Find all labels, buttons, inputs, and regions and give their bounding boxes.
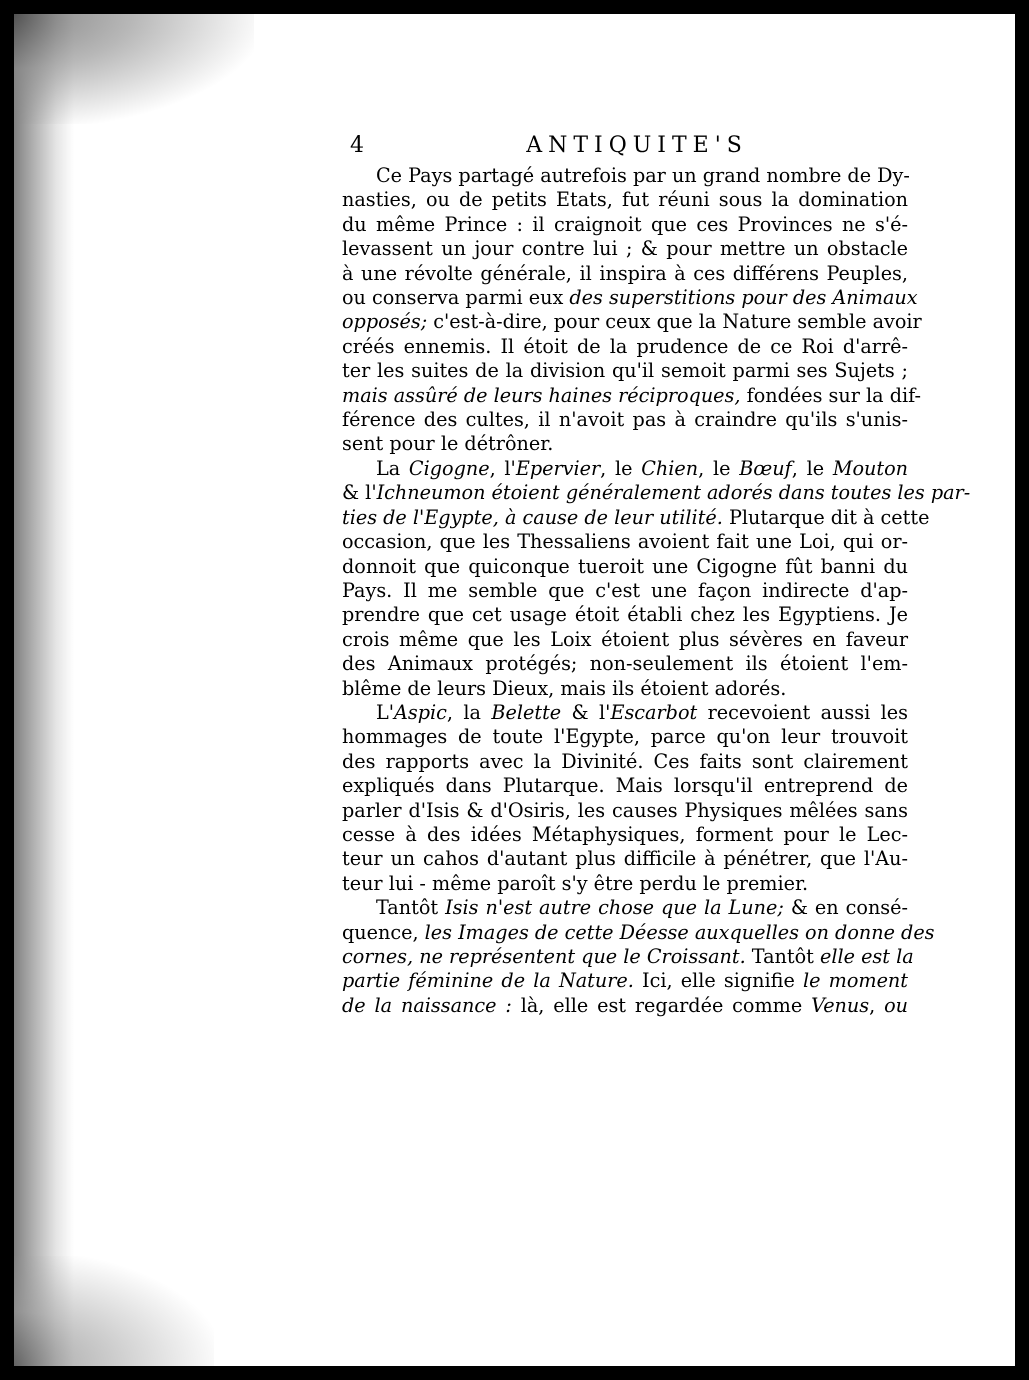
text-run: , l' <box>489 456 516 480</box>
text-run: crois même que les Loix étoient plus sévères en faveur <box>342 627 908 651</box>
italic-run: Chien <box>641 456 699 480</box>
text-line <box>342 677 908 701</box>
text-line <box>342 945 914 969</box>
text-run: ter les suites de la division qu'il semoit parmi ses Sujets ; <box>342 359 908 383</box>
text-line <box>342 505 930 530</box>
text-line <box>342 237 908 261</box>
text-run: Ici, elle signifie <box>633 969 803 993</box>
text-run: & en consé- <box>783 896 908 920</box>
text-run: donnoit que quiconque tueroit une Cigogne fût banni du <box>342 554 908 578</box>
page-header <box>342 132 908 162</box>
page-corner-stain-bottom <box>14 1256 214 1366</box>
text-run: Pays. Il me semble que c'est une façon indirecte d'ap- <box>342 578 908 602</box>
text-line <box>342 603 908 627</box>
text-run: du même Prince : il craignoit que ces Provinces ne s'é- <box>342 212 908 236</box>
italic-run: opposés; <box>342 310 428 334</box>
text-run: levassent un jour contre lui ; & pour mettre un obstacle <box>342 237 908 261</box>
text-run: Ce Pays partagé autrefois par un grand nombre de Dy- <box>376 164 910 187</box>
text-line <box>342 188 908 212</box>
italic-run: ties de l'Egypte, à cause de leur utilité. <box>342 505 723 529</box>
text-run: occasion, que les Thessaliens avoient fait une Loi, qui or- <box>342 530 908 554</box>
text-line <box>342 335 908 359</box>
paragraph <box>342 701 908 896</box>
text-run: Plutarque dit à cette <box>722 505 930 529</box>
text-run: à une révolte générale, il inspira à ces différens Peuples, <box>342 261 908 285</box>
text-line <box>342 725 908 749</box>
italic-run: Bœuf <box>739 456 792 480</box>
page-gutter-shadow <box>14 14 74 1366</box>
body-text <box>342 164 971 1018</box>
italic-run: partie féminine de la Nature. <box>342 969 634 993</box>
text-line <box>342 652 908 676</box>
italic-run: cornes, ne représentent que le Croissant. <box>342 945 746 968</box>
italic-run: Mouton <box>832 456 909 480</box>
text-line <box>342 994 908 1018</box>
text-run: des Animaux protégés; non-seulement ils étoient l'em- <box>342 652 908 676</box>
text-line <box>342 383 922 408</box>
text-line <box>342 213 908 237</box>
text-run: blême de leurs Dieux, mais ils étoient adorés. <box>342 676 787 700</box>
text-run: nasties, ou de petits Etats, fut réuni sous la domination <box>342 188 908 212</box>
text-line <box>342 164 908 188</box>
text-line <box>342 750 908 774</box>
text-line <box>342 847 908 871</box>
paragraph <box>342 164 922 457</box>
text-run: parler d'Isis & d'Osiris, les causes Physiques mêlées sans <box>342 798 908 822</box>
text-run: cesse à des idées Métaphysiques, forment pour le Lec- <box>342 822 908 846</box>
text-run: prendre que cet usage étoit établi chez les Egyptiens. Je <box>342 603 908 627</box>
italic-run: elle est la <box>819 945 914 968</box>
text-run: fondées sur la dif- <box>740 383 922 407</box>
text-run: quence, <box>342 920 425 944</box>
text-run: expliqués dans Plutarque. Mais lorsqu'il entreprend de <box>342 774 908 798</box>
italic-run: Aspic <box>394 700 447 724</box>
text-run: recevoient aussi les <box>697 700 908 724</box>
text-line <box>342 408 908 432</box>
text-line <box>342 701 908 725</box>
text-run: & l' <box>561 700 611 724</box>
text-run: L' <box>376 700 395 724</box>
italic-run: Ichneumon étoient généralement adorés dans toutes les par- <box>376 481 971 505</box>
italic-run: le moment <box>802 969 908 993</box>
text-line <box>342 530 908 554</box>
text-run: teur lui - même paroît s'y être perdu le premier. <box>342 871 809 895</box>
text-line <box>342 262 908 286</box>
text-line <box>342 555 908 579</box>
text-run: là, elle est regardée comme <box>511 993 812 1017</box>
text-line <box>342 896 908 920</box>
italic-run: mais assûré de leurs haines réciproques, <box>342 383 741 407</box>
text-run: férence des cultes, il n'avoit pas à craindre qu'ils s'unis- <box>342 408 908 432</box>
italic-run: des superstitions pour des Animaux <box>569 286 918 310</box>
italic-run: les Images de cette Déesse auxquelles on donne des <box>424 920 935 944</box>
text-line <box>342 481 971 505</box>
paragraph <box>342 896 935 1018</box>
italic-run: ou <box>884 993 909 1017</box>
text-run: & l' <box>342 481 377 505</box>
text-run: , <box>869 993 885 1017</box>
text-line <box>342 310 922 334</box>
text-run: teur un cahos d'autant plus difficile à pénétrer, que l'Au- <box>342 847 908 871</box>
text-run: Tantôt <box>376 896 446 920</box>
text-line <box>342 872 908 896</box>
text-run: des rapports avec la Divinité. Ces faits sont clairement <box>342 749 908 773</box>
text-run: c'est-à-dire, pour ceux que la Nature semble avoir <box>427 310 922 334</box>
text-block <box>342 132 971 1018</box>
text-run: , le <box>791 456 833 480</box>
text-line <box>342 799 908 823</box>
running-title: ANTIQUITE'S <box>526 133 748 158</box>
page-number: 4 <box>350 133 364 158</box>
italic-run: Epervier <box>515 456 601 480</box>
italic-run: de la naissance : <box>342 993 512 1017</box>
book-page <box>14 14 1015 1366</box>
paragraph <box>342 456 971 701</box>
text-run: créés ennemis. Il étoit de la prudence de ce Roi d'arrê- <box>342 334 908 358</box>
text-line <box>342 823 908 847</box>
text-line <box>342 579 908 603</box>
text-line <box>342 920 935 945</box>
text-line <box>342 286 918 310</box>
text-run: hommages de toute l'Egypte, parce qu'on leur trouvoit <box>342 725 908 749</box>
text-line <box>342 457 908 481</box>
italic-run: Belette <box>491 700 562 724</box>
text-line <box>342 774 908 798</box>
page-corner-stain-top <box>14 14 254 124</box>
text-line <box>342 969 908 993</box>
text-run: Tantôt <box>745 945 820 968</box>
text-line <box>342 432 908 456</box>
text-run: sent pour le détrôner. <box>342 432 554 456</box>
italic-run: Isis n'est autre chose que la Lune; <box>445 896 784 920</box>
text-run: , la <box>446 700 492 724</box>
text-run: ou conserva parmi eux <box>342 286 570 310</box>
italic-run: Escarbot <box>610 700 698 724</box>
italic-run: Venus <box>811 993 870 1017</box>
text-line <box>342 359 908 383</box>
italic-run: Cigogne <box>408 456 490 480</box>
text-run: , le <box>698 456 740 480</box>
text-run: La <box>376 456 409 480</box>
text-run: , le <box>600 456 642 480</box>
text-line <box>342 628 908 652</box>
